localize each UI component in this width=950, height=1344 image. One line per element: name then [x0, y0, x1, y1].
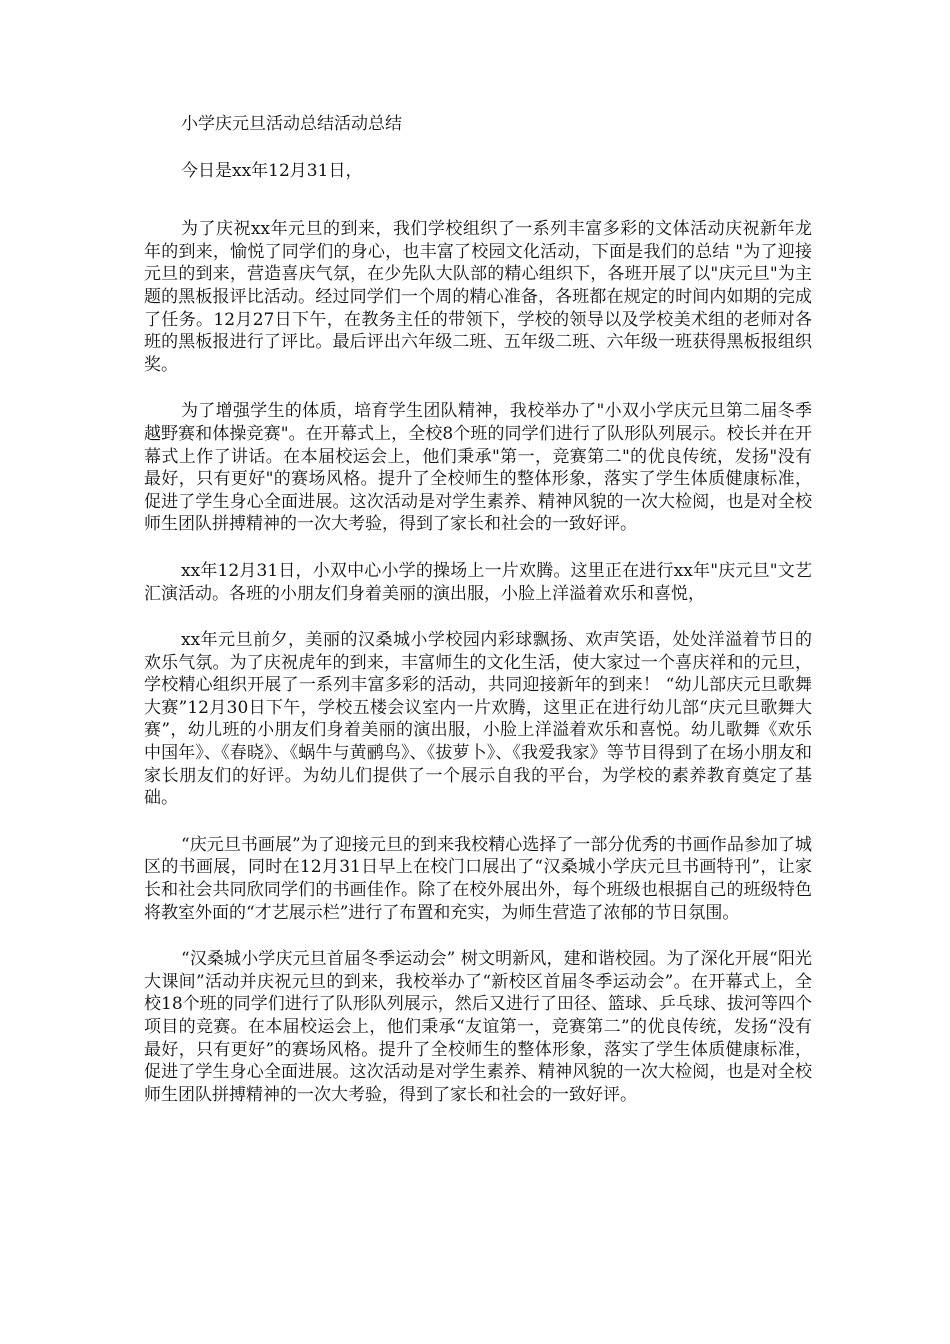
date-line: 今日是xx年12月31日，: [181, 160, 363, 181]
paragraph-winter-sports-meet: “汉桑城小学庆元旦首届冬季运动会” 树文明新风，建和谐校园。为了深化开展“阳光大课间”活动并庆祝元旦的到来，我校举办了“新校区首届冬季运动会”。在开幕式上，全校18个班的同学们进行了队形队列展示，然后又进行了田径、篮球、乒乓球、拔河等四个项目的竞赛。在本届校运会上，他们秉承“友谊第一，竞赛第二”的优良传统，发扬“没有最好，只有更好”的赛场风格。提升了全校师生的整体形象，落实了学生体质健康标准，促进了学生身心全面进展。这次活动是对学生素养、精神风貌的一次大检阅，也是对全校师生团队拼搏精神的一次大考验，得到了家长和社会的一致好评。: [144, 949, 812, 1105]
paragraph-sports-contest: 为了增强学生的体质，培育学生团队精神，我校举办了"小双小学庆元旦第二届冬季越野赛和体操竞赛"。在开幕式上，全校8个班的同学们进行了队形队列展示。校长并在开幕式上作了讲话。在本届校运会上，他们秉承"第一，竞赛第二"的优良传统，发扬"没有最好，只有更好"的赛场风格。提升了全校师生的整体形象，落实了学生体质健康标准，促进了学生身心全面进展。这次活动是对学生素养、精神风貌的一次大检阅，也是对全校师生团队拼搏精神的一次大考验，得到了家长和社会的一致好评。: [144, 401, 812, 535]
paragraph-calligraphy-exhibition: “庆元旦书画展”为了迎接元旦的到来我校精心选择了一部分优秀的书画作品参加了城区的书画展，同时在12月31日早上在校门口展出了“汉桑城小学庆元旦书画特刊”，让家长和社会共同欣同学们的书画佳作。除了在校外展出外，每个班级也根据自己的班级特色将教室外面的“才艺展示栏”进行了布置和充实，为师生营造了浓郁的节日氛围。: [144, 834, 812, 923]
paragraph-art-performance: xx年12月31日，小双中心小学的操场上一片欢腾。这里正在进行xx年"庆元旦"文艺汇演活动。各班的小朋友们身着美丽的演出服，小脸上洋溢着欢乐和喜悦，: [144, 560, 812, 604]
paragraph-kindergarten-dance: xx年元旦前夕，美丽的汉桑城小学校园内彩球飘扬、欢声笑语，处处洋溢着节日的欢乐气氛。为了庆祝虎年的到来，丰富师生的文化生活，使大家过一个喜庆祥和的元旦，学校精心组织开展了一系列丰富多彩的活动，共同迎接新年的到来！ “幼儿部庆元旦歌舞大赛”12月30日下午，学校五楼会议室内一片欢腾，这里正在进行幼儿部“庆元旦歌舞大赛”，幼儿班的小朋友们身着美丽的演出服，小脸上洋溢着欢乐和喜悦。幼儿歌舞《欢乐中国年》、《春晓》、《蜗牛与黄鹂鸟》、《拔萝卜》、《我爱我家》等节目得到了在场小朋友和家长朋友们的好评。为幼儿们提供了一个展示自我的平台，为学校的素养教育奠定了基础。: [144, 630, 812, 809]
document-title: 小学庆元旦活动总结活动总结: [181, 114, 402, 134]
document-page: [144, 113, 812, 1130]
paragraph-blackboard-contest: 为了庆祝xx年元旦的到来，我们学校组织了一系列丰富多彩的文体活动庆祝新年龙年的到来，愉悦了同学们的身心，也丰富了校园文化活动，下面是我们的总结 "为了迎接元旦的到来，营造喜庆气氛，在少先队大队部的精心组织下，各班开展了以"庆元旦"为主题的黑板报评比活动。经过同学们一个周的精心准备，各班都在规定的时间内如期的完成了任务。12月27日下午，在教务主任的带领下，学校的领导以及学校美术组的老师对各班的黑板报进行了评比。最后评出六年级二班、五年级二班、六年级一班获得黑板报组织奖。: [144, 219, 812, 375]
